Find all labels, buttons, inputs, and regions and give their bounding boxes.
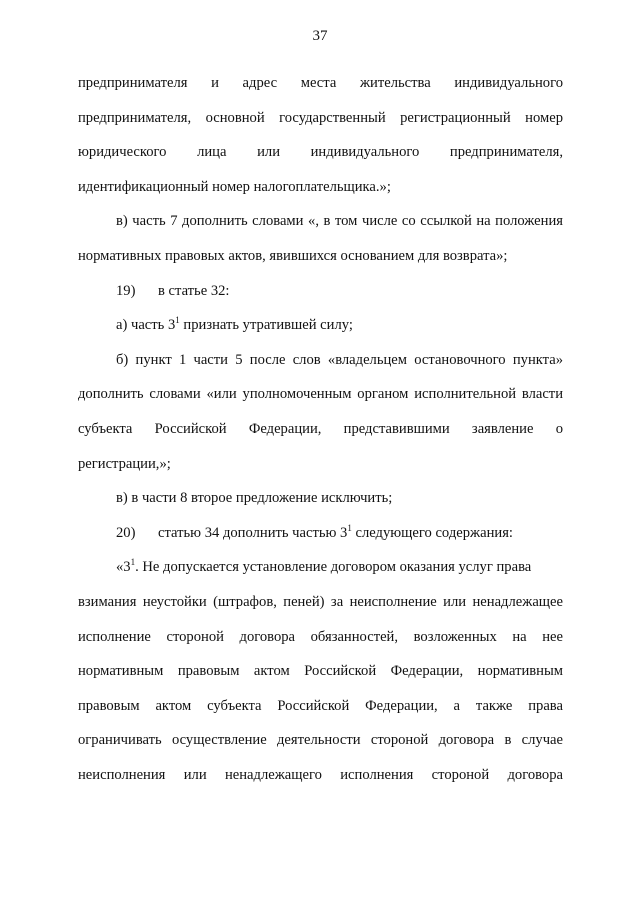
text-line: регистрации,»; xyxy=(78,455,171,472)
text-line: в) часть 7 дополнить словами «, в том числе со ссылкой на положения xyxy=(116,213,563,230)
text-line: исполнение стороной договора обязанностей, возложенных на нее xyxy=(78,628,563,645)
text-line: в) в части 8 второе предложение исключить; xyxy=(116,490,393,507)
item-text: в статье 32: xyxy=(158,282,230,299)
paragraph-v-part8 xyxy=(78,481,563,516)
text-line: правовым актом субъекта Российской Федерации, а также права xyxy=(78,697,563,714)
text-line xyxy=(78,274,563,309)
text-line: нормативных правовых актов, явившихся основанием для возврата»; xyxy=(78,247,508,264)
text-line: нормативным правовым актом Российской Федерации, нормативным xyxy=(78,663,563,680)
text-line: взимания неустойки (штрафов, пеней) за неисполнение или ненадлежащее xyxy=(78,593,563,610)
text-fragment: статью 34 дополнить частью 3 xyxy=(158,524,348,541)
text-line: предпринимателя и адрес места жительства индивидуального xyxy=(78,75,563,91)
item-number: 20) xyxy=(116,524,136,541)
text-line xyxy=(78,308,563,343)
text-line: предпринимателя, основной государственный регистрационный номер xyxy=(78,109,563,126)
text-line: б) пункт 1 части 5 после слов «владельцем остановочного пункта» xyxy=(116,351,563,368)
text-line xyxy=(78,550,563,585)
text-fragment: признать утратившей силу; xyxy=(179,317,353,334)
paragraph-quoted-31 xyxy=(78,550,563,792)
paragraph-continuation xyxy=(78,66,563,204)
text-line: дополнить словами «или уполномоченным органом исполнительной власти xyxy=(78,386,563,403)
item-20 xyxy=(78,516,563,551)
text-fragment: . Не допускается установление договором оказания услуг права xyxy=(135,559,532,576)
document-body xyxy=(78,66,563,792)
text-line xyxy=(78,516,563,551)
paragraph-v-part7 xyxy=(78,204,563,273)
item-19 xyxy=(78,274,563,309)
text-line: ограничивать осуществление деятельности стороной договора в случае xyxy=(78,732,563,749)
item-number: 19) xyxy=(116,282,136,299)
page-number: 37 xyxy=(312,28,328,44)
text-line: неисполнения или ненадлежащего исполнения стороной договора xyxy=(78,766,563,783)
text-line: субъекта Российской Федерации, представившими заявление о xyxy=(78,420,563,437)
superscript: 1 xyxy=(175,315,180,326)
text-line: идентификационный номер налогоплательщика.»; xyxy=(78,178,391,195)
superscript: 1 xyxy=(130,557,136,568)
text-fragment: следующего содержания: xyxy=(351,524,513,541)
text-line: юридического лица или индивидуального предпринимателя, xyxy=(78,144,563,161)
paragraph-b xyxy=(78,343,563,481)
text-fragment: «3 xyxy=(116,559,131,576)
text-fragment: а) часть 3 xyxy=(116,317,176,334)
superscript: 1 xyxy=(347,522,352,533)
paragraph-a xyxy=(78,308,563,343)
